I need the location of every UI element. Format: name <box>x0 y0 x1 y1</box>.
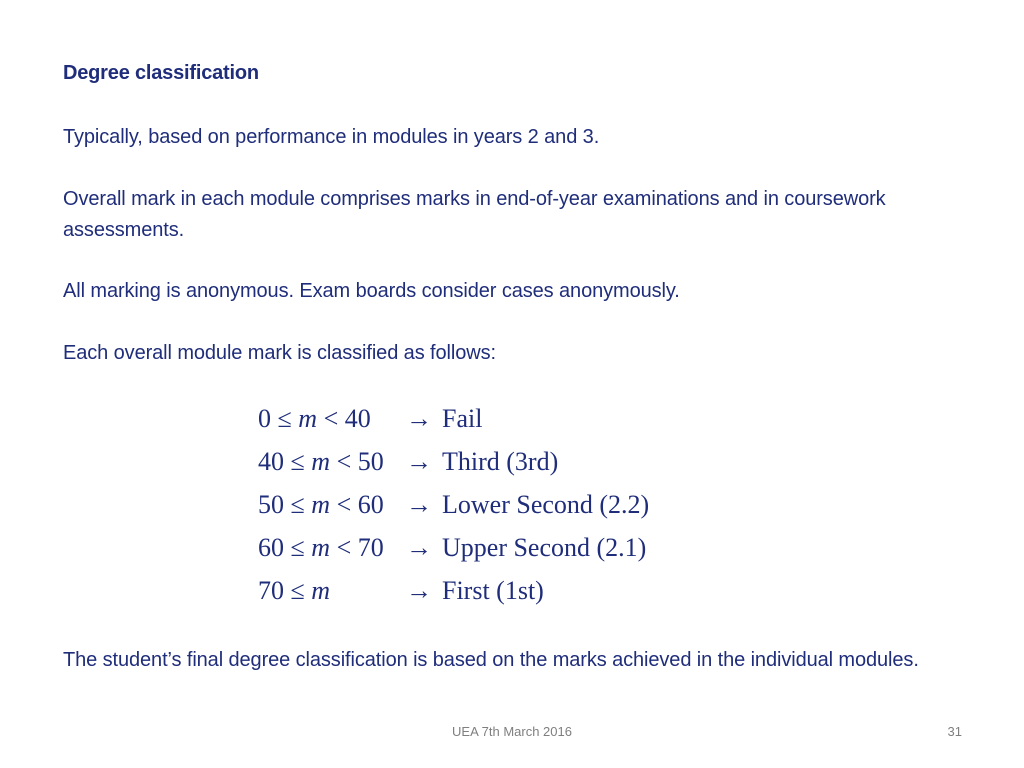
rule-condition: 60 ≤ m < 70 <box>258 533 384 562</box>
rule-classification: Fail <box>442 404 483 433</box>
rule-classification: Lower Second (2.2) <box>442 490 650 519</box>
rule-classification: Upper Second (2.1) <box>442 533 647 562</box>
rule-classification: Third (3rd) <box>442 447 559 476</box>
paragraph-final-classification: The student’s final degree classification is based on the marks achieved in the individual modules. <box>63 649 919 671</box>
paragraph-anonymous: All marking is anonymous. Exam boards consider cases anonymously. <box>63 280 680 302</box>
arrow-icon: → <box>406 404 432 433</box>
rule-condition: 70 ≤ m <box>258 576 331 605</box>
paragraph-overall-mark: Overall mark in each module comprises marks in end-of-year examinations and in coursework assessments. <box>63 188 886 241</box>
paragraph-classified: Each overall module mark is classified as follows: <box>63 342 496 364</box>
arrow-icon: → <box>406 533 432 562</box>
rule-condition: 0 ≤ m < 40 <box>258 404 371 433</box>
arrow-icon: → <box>406 576 432 605</box>
rule-condition: 40 ≤ m < 50 <box>258 447 384 476</box>
arrow-icon: → <box>406 447 432 476</box>
slide-title: Degree classification <box>63 62 259 84</box>
rule-condition: 50 ≤ m < 60 <box>258 490 384 519</box>
paragraph-years: Typically, based on performance in modules in years 2 and 3. <box>63 126 600 148</box>
arrow-icon: → <box>406 490 432 519</box>
footer-date: UEA 7th March 2016 <box>452 724 572 739</box>
rule-classification: First (1st) <box>442 576 544 605</box>
page-number: 31 <box>947 724 962 739</box>
